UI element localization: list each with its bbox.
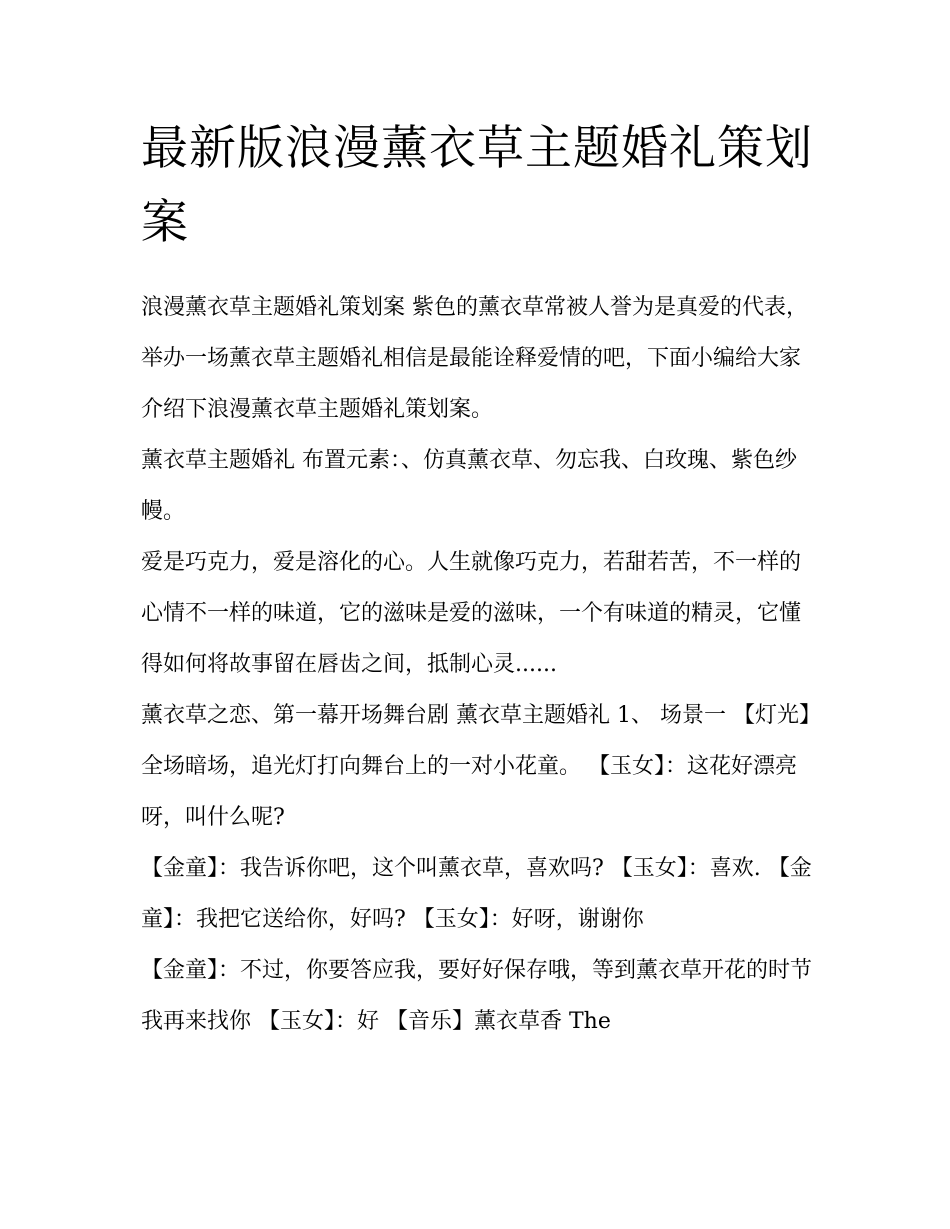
paragraph-love-chocolate: 爱是巧克力，爱是溶化的心。人生就像巧克力，若甜若苦，不一样的心情不一样的味道，它的滋味是爱的滋味，一个有味道的精灵，它懂得如何将故事留在唇齿之间，抵制心灵......	[141, 550, 802, 677]
paragraph-dialogue-promise: 【金童】：不过，你要答应我，要好好保存哦，等到薰衣草开花的时节我再来找你 【玉女】：好 【音乐】薰衣草香 The	[141, 958, 813, 1034]
paragraph-intro: 浪漫薰衣草主题婚礼策划案 紫色的薰衣草常被人誉为是真爱的代表，举办一场薰衣草主题婚礼相信是最能诠释爱情的吧，下面小编给大家介绍下浪漫薰衣草主题婚礼策划案。	[141, 295, 808, 422]
document-title: 最新版浪漫薰衣草主题婚礼策划案	[141, 121, 813, 250]
paragraph-decor-elements: 薰衣草主题婚礼 布置元素：、仿真薰衣草、勿忘我、白玫瑰、紫色纱幔。	[141, 448, 797, 524]
paragraph-dialogue-gift: 【金童】：我告诉你吧，这个叫薰衣草，喜欢吗? 【玉女】：喜欢. 【金童】：我把它送给你，好吗? 【玉女】：好呀，谢谢你	[141, 856, 812, 932]
document-body	[141, 112, 813, 1047]
paragraph-scene-one: 薰衣草之恋、第一幕开场舞台剧 薰衣草主题婚礼 1、 场景一 【灯光】全场暗场，追光灯打向舞台上的一对小花童。 【玉女】：这花好漂亮呀，叫什么呢?	[141, 703, 810, 830]
